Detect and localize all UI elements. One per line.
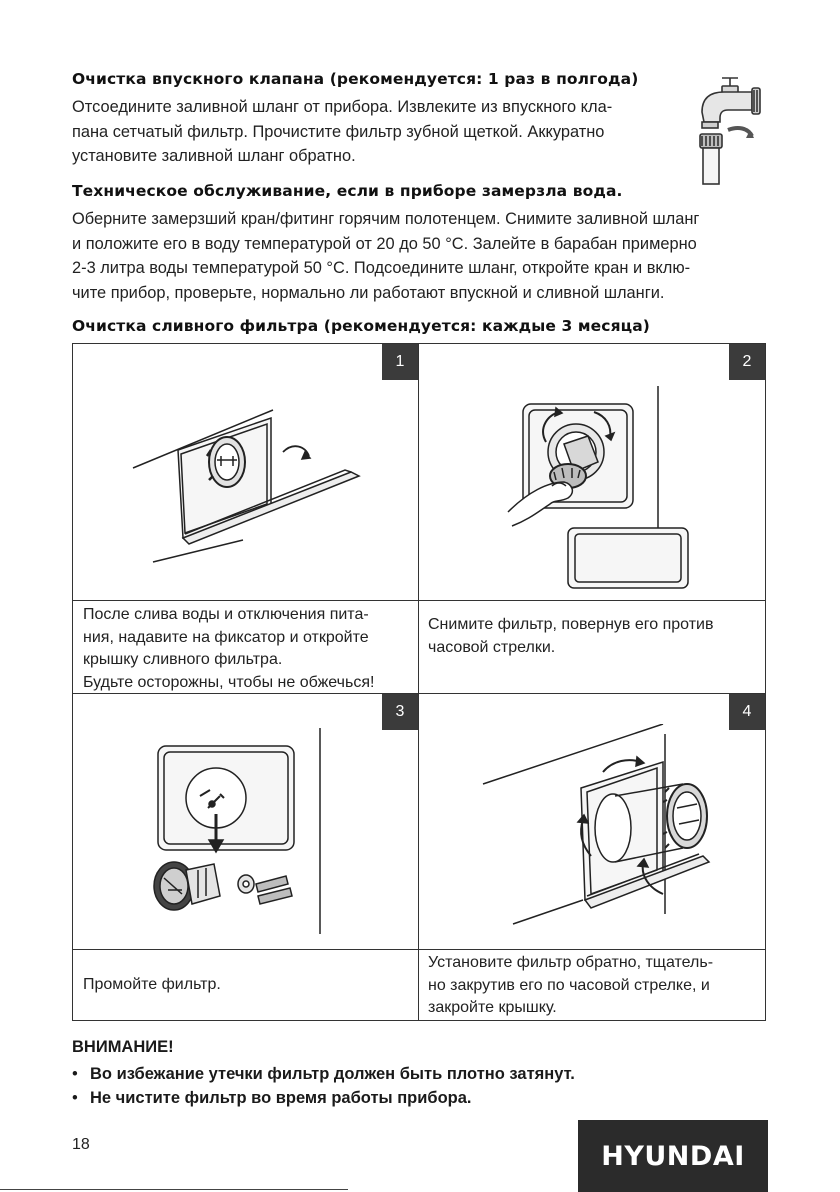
warning-list	[72, 1062, 575, 1110]
open-filter-cover-illustration	[123, 390, 373, 590]
step-2-number: 2	[729, 344, 765, 380]
step-4-number: 4	[729, 694, 765, 730]
step-1-caption-line: Будьте осторожны, чтобы не обжечься!	[83, 673, 375, 691]
warning-item-text: Не чистите фильтр во время работы прибора.	[90, 1089, 472, 1107]
page-number: 18	[72, 1136, 90, 1153]
frozen-line-3: 2-3 литра воды температурой 50 °C. Подсоедините шланг, откройте кран и вклю-	[72, 259, 691, 277]
frozen-line-1: Оберните замерзший кран/фитинг горячим полотенцем. Снимите заливной шланг	[72, 210, 700, 228]
step-2-caption-line: Снимите фильтр, повернув его против	[428, 616, 714, 633]
step-1-number: 1	[382, 344, 418, 380]
warning-item	[72, 1086, 575, 1110]
step-4-caption-line: но закрутив его по часовой стрелке, и	[428, 976, 710, 994]
bullet-icon: •	[72, 1089, 78, 1107]
step-4-caption	[428, 952, 713, 1020]
step-1-caption	[83, 604, 374, 694]
frozen-line-4: чите прибор, проверьте, нормально ли работают впускной и сливной шланги.	[72, 283, 665, 302]
drain-filter-steps-grid	[72, 343, 766, 1021]
drain-filter-heading: Очистка сливного фильтра (рекомендуется: каждые 3 месяца)	[72, 317, 650, 335]
step-1-caption-line: После слива воды и отключения пита-	[83, 606, 369, 623]
clean-filter-illustration	[128, 724, 378, 944]
frozen-water-text	[72, 207, 699, 305]
inlet-valve-text	[72, 95, 612, 169]
step-2-caption	[428, 614, 713, 659]
step-4-caption-line: закройте крышку.	[428, 999, 557, 1016]
step-3-caption-line: Промойте фильтр.	[83, 976, 221, 993]
inlet-line-3: установите заливной шланг обратно.	[72, 147, 356, 165]
frozen-water-heading: Техническое обслуживание, если в приборе замерзла вода.	[72, 182, 623, 200]
inlet-line-1: Отсоедините заливной шланг от прибора. Извлеките из впускного кла-	[72, 98, 613, 116]
bullet-icon: •	[72, 1065, 78, 1083]
step-3-number: 3	[382, 694, 418, 730]
faucet-hose-icon	[692, 70, 768, 188]
step-1-caption-line: ния, надавите на фиксатор и откройте	[83, 628, 369, 646]
step-4-caption-line: Установите фильтр обратно, тщатель-	[428, 954, 714, 971]
brand-logo: HYUNDAI	[578, 1120, 768, 1192]
step-1-caption-line: крышку сливного фильтра.	[83, 651, 283, 668]
inlet-valve-heading: Очистка впускного клапана (рекомендуется: 1 раз в полгода)	[72, 70, 639, 88]
step-3-caption	[83, 974, 221, 997]
unscrew-filter-illustration	[468, 382, 728, 592]
warning-item-text: Во избежание утечки фильтр должен быть плотно затянут.	[90, 1065, 575, 1083]
reinstall-filter-illustration	[473, 724, 733, 944]
footer-rule	[0, 1189, 348, 1190]
step-2-caption-line: часовой стрелки.	[428, 638, 556, 656]
warning-item	[72, 1062, 575, 1086]
grid-row-divider-1	[73, 600, 765, 601]
warning-title: ВНИМАНИЕ!	[72, 1038, 174, 1056]
grid-row-divider-3	[73, 949, 765, 950]
inlet-line-2: пана сетчатый фильтр. Прочистите фильтр зубной щеткой. Аккуратно	[72, 122, 605, 141]
frozen-line-2: и положите его в воду температурой от 20 до 50 °C. Залейте в барабан примерно	[72, 234, 697, 253]
grid-vertical-divider	[418, 344, 419, 1020]
